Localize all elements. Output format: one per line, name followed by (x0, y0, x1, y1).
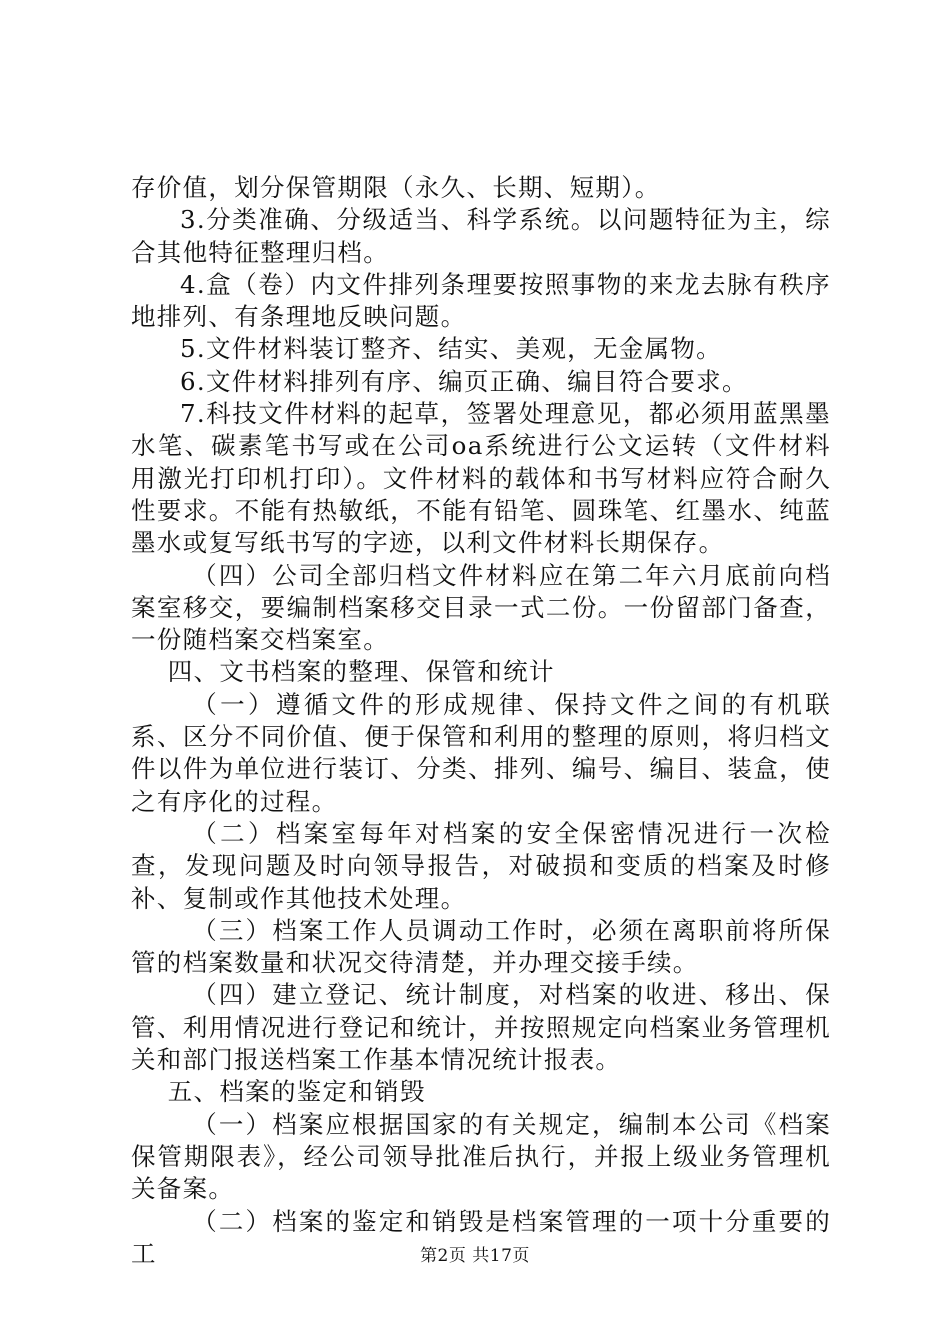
paragraph-item-6: 6.文件材料排列有序、编页正确、编目符合要求。 (180, 366, 748, 396)
document-body (131, 172, 831, 1270)
paragraph-section-4-transfer: （四）公司全部归档文件材料应在第二年六月底前向档案室移交，要编制档案移交目录一式二份。一份留部门备查，一份随档案交档案室。 (131, 560, 831, 655)
paragraph-retention-table: （一）档案应根据国家的有关规定，编制本公司《档案保管期限表》，经公司领导批准后执行，并报上级业务管理机关备案。 (131, 1109, 831, 1204)
paragraph-continuation: 存价值，划分保管期限（永久、长期、短期）。 (131, 173, 661, 202)
heading-section-5: 五、档案的鉴定和销毁 (167, 1077, 426, 1107)
paragraph-statistics: （四）建立登记、统计制度，对档案的收进、移出、保管、利用情况进行登记和统计，并按照规定向档案业务管理机关和部门报送档案工作基本情况统计报表。 (131, 980, 831, 1075)
paragraph-organize-principle: （一）遵循文件的形成规律、保持文件之间的有机联系、区分不同价值、便于保管和利用的整理的原则，将归档文件以件为单位进行装订、分类、排列、编号、编目、装盒，使之有序化的过程。 (131, 689, 831, 816)
paragraph-security-check: （二）档案室每年对档案的安全保密情况进行一次检查，发现问题及时向领导报告，对破损和变质的档案及时修补、复制或作其他技术处理。 (131, 818, 831, 913)
page-number-footer: 第2页 共17页 (420, 1246, 530, 1266)
paragraph-item-5: 5.文件材料装订整齐、结实、美观，无金属物。 (180, 334, 722, 364)
paragraph-item-3: 3.分类准确、分级适当、科学系统。以问题特征为主，综合其他特征整理归档。 (131, 205, 831, 267)
paragraph-item-4: 4.盒（卷）内文件排列条理要按照事物的来龙去脉有秩序地排列、有条理地反映问题。 (131, 269, 831, 332)
paragraph-staff-handover: （三）档案工作人员调动工作时，必须在离职前将所保管的档案数量和状况交待清楚，并办理交接手续。 (131, 915, 831, 978)
paragraph-item-7: 7.科技文件材料的起草，签署处理意见，都必须用蓝黑墨水笔、碳素笔书写或在公司oa系统进行公文运转（文件材料用激光打印机打印）。文件材料的载体和书写材料应符合耐久性要求。不能有热敏纸，不能有铅笔、圆珠笔、红墨水、纯蓝墨水或复写纸书写的字迹，以利文件材料长期保存。 (131, 399, 831, 558)
heading-section-4: 四、文书档案的整理、保管和统计 (167, 657, 555, 687)
paragraph-appraisal-destruction: （二）档案的鉴定和销毁是档案管理的一项十分重要的工 (131, 1206, 831, 1268)
